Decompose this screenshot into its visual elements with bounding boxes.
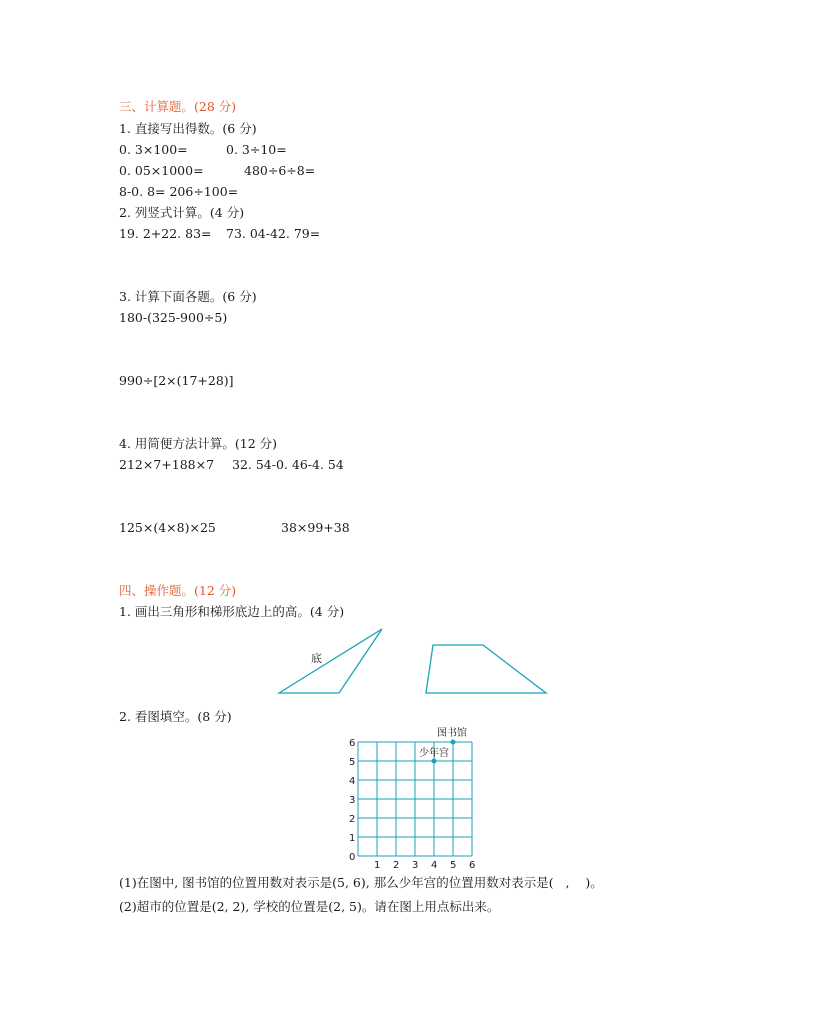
y-tick-label: 2 — [349, 814, 356, 825]
q1-item-1: 0. 3×100= — [119, 142, 188, 157]
section3-heading: 三、计算题。(28 分) — [119, 99, 237, 114]
q1-item-5: 8-0. 8= 206÷100= — [119, 184, 239, 199]
q4-item-2: 32. 54-0. 46-4. 54 — [232, 457, 344, 472]
s4-q2-sub2: (2)超市的位置是(2, 2), 学校的位置是(2, 5)。请在图上用点标出来。 — [119, 899, 500, 914]
palace-label: 少年宫 — [419, 748, 449, 759]
x-tick-label: 5 — [450, 860, 457, 871]
q2-title: 2. 列竖式计算。(4 分) — [119, 205, 245, 220]
q4-item-3: 125×(4×8)×25 — [119, 520, 216, 535]
q2-item-1: 19. 2+22. 83= — [119, 226, 212, 241]
q1-title: 1. 直接写出得数。(6 分) — [119, 121, 257, 136]
y-tick-label: 6 — [349, 738, 356, 749]
q1-item-2: 0. 3÷10= — [226, 142, 287, 157]
q4-title: 4. 用简便方法计算。(12 分) — [119, 436, 278, 451]
q1-item-4: 480÷6÷8= — [244, 163, 316, 178]
coordinate-grid — [340, 722, 490, 872]
q4-item-4: 38×99+38 — [281, 520, 350, 535]
library-point — [451, 740, 456, 745]
q3-title: 3. 计算下面各题。(6 分) — [119, 289, 257, 304]
q3-expr-2: 990÷[2×(17+28)] — [119, 373, 234, 388]
x-tick-label: 1 — [374, 860, 381, 871]
triangle-base-label: 底 — [311, 652, 322, 665]
y-tick-label: 5 — [349, 757, 356, 768]
q2-item-2: 73. 04-42. 79= — [226, 226, 321, 241]
library-label: 图书馆 — [437, 728, 467, 739]
y-tick-label: 4 — [349, 776, 356, 787]
x-tick-label: 6 — [469, 860, 476, 871]
x-tick-label: 2 — [393, 860, 400, 871]
s4-q1-title: 1. 画出三角形和梯形底边上的高。(4 分) — [119, 604, 345, 619]
y-tick-label: 0 — [349, 852, 356, 863]
x-tick-label: 3 — [412, 860, 419, 871]
trapezoid-shape — [426, 645, 546, 693]
s4-q2-title: 2. 看图填空。(8 分) — [119, 709, 232, 724]
y-tick-label: 3 — [349, 795, 356, 806]
s4-q2-sub1: (1)在图中, 图书馆的位置用数对表示是(5, 6), 那么少年宫的位置用数对表示是( , )。 — [119, 875, 603, 890]
q3-expr-1: 180-(325-900÷5) — [119, 310, 228, 325]
triangle-shape — [279, 629, 382, 693]
y-tick-label: 1 — [349, 833, 356, 844]
section4-heading: 四、操作题。(12 分) — [119, 583, 237, 598]
q1-item-3: 0. 05×1000= — [119, 163, 204, 178]
q4-item-1: 212×7+188×7 — [119, 457, 215, 472]
palace-point — [432, 759, 437, 764]
x-tick-label: 4 — [431, 860, 438, 871]
